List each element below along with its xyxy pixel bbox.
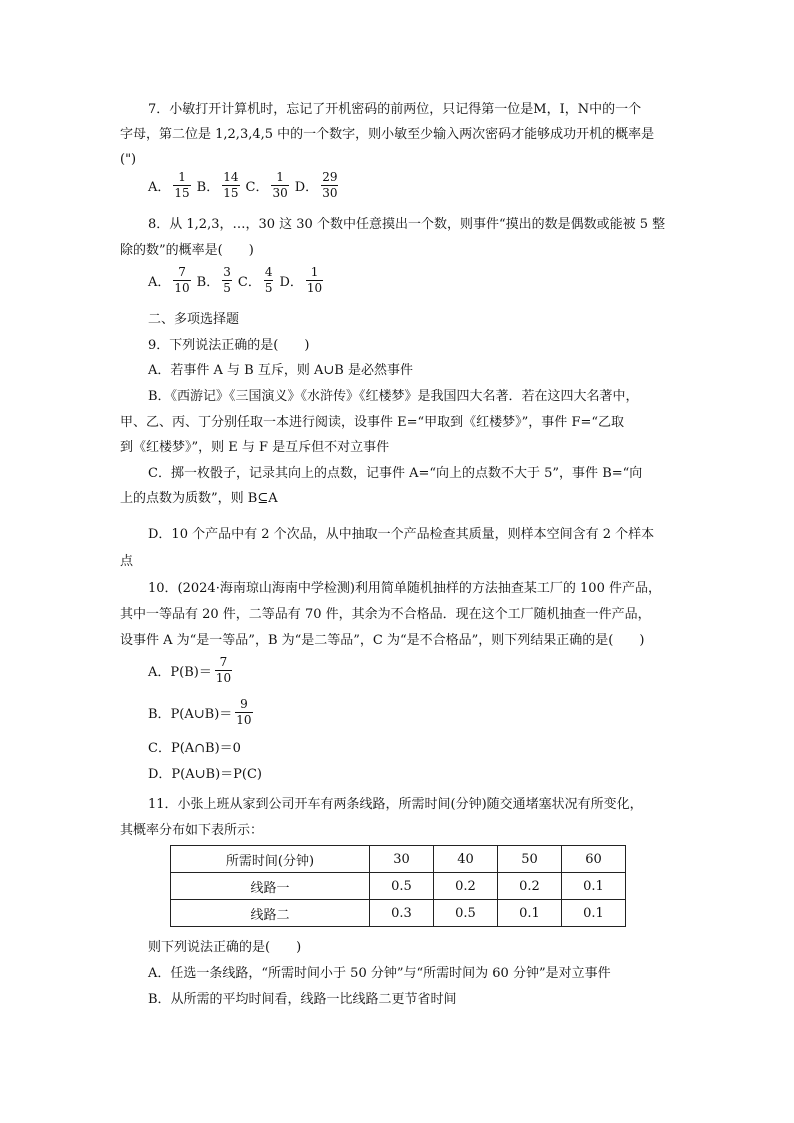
- expression: P(A∪B)＝: [170, 707, 233, 722]
- q10-line2: 其中一等品有 20 件，二等品有 70 件，其余为不合格品．现在这个工厂随机抽查一件产品，: [120, 607, 651, 622]
- fraction: [222, 170, 239, 201]
- option-label: B．: [148, 707, 171, 722]
- table-cell: 0.2: [498, 873, 562, 900]
- denominator: 30: [272, 186, 288, 200]
- q8-line2: 除的数”的概率是( ): [120, 243, 254, 258]
- q7-line2: 字母，第二位是 1,2,3,4,5 中的一个数字，则小敏至少输入两次密码才能够成功开机的概率是: [120, 127, 655, 142]
- q9-option-d-line2: 点: [120, 554, 134, 569]
- table-cell: 0.2: [434, 873, 498, 900]
- q11-line2: 其概率分布如下表所示：: [120, 823, 264, 838]
- option-label: B．: [196, 180, 220, 195]
- q9-option-c-line1: C．掷一枚骰子，记录其向上的点数，记事件 A=“向上的点数不大于 5”，事件 B=“向: [148, 466, 643, 481]
- q11-line1: 11．小张上班从家到公司开车有两条线路，所需时间(分钟)随交通堵塞状况有所变化，: [148, 797, 643, 812]
- q9-option-d-line1: D．10 个产品中有 2 个次品，从中抽取一个产品检查其质量，则样本空间含有 2 个样本: [148, 527, 655, 542]
- q9-option-a: A．若事件 A 与 B 互斥，则 A∪B 是必然事件: [148, 363, 413, 378]
- q8-option-c: [238, 265, 274, 296]
- q8-line1: 8．从 1,2,3，…，30 这 30 个数中任意摸出一个数，则事件“摸出的数是偶数或能被 5 整: [148, 217, 666, 232]
- table-cell: 0.5: [370, 873, 434, 900]
- denominator: 5: [264, 281, 273, 295]
- fraction: [222, 265, 232, 296]
- q7-option-d: [295, 170, 339, 201]
- denominator: 30: [322, 186, 338, 200]
- section-heading: 二、多项选择题: [148, 312, 240, 327]
- fraction: [215, 655, 232, 686]
- table-header-row: [171, 846, 626, 873]
- fraction: [173, 265, 190, 296]
- table-cell: 0.1: [498, 900, 562, 927]
- q10-option-d: D．P(A∪B)＝P(C): [148, 767, 262, 782]
- q11-option-a: A．任选一条线路，“所需时间小于 50 分钟”与“所需时间为 60 分钟”是对立事件: [148, 966, 611, 981]
- q7-line3: ("): [120, 152, 137, 167]
- option-label: A．: [148, 665, 171, 680]
- table-cell: 0.1: [562, 900, 626, 927]
- table-cell: 线路一: [171, 873, 370, 900]
- denominator: 10: [174, 281, 190, 295]
- table-header-cell: 40: [434, 846, 498, 873]
- table-header-cell: 30: [370, 846, 434, 873]
- q9-option-b-line1: B．《西游记》《三国演义》《水浒传》《红楼梦》是我国四大名著．若在这四大名著中，: [148, 389, 639, 404]
- q10-option-a: [148, 655, 232, 686]
- option-label: D．: [279, 275, 303, 290]
- q9-stem: 9．下列说法正确的是( ): [148, 338, 310, 353]
- denominator: 5: [223, 281, 231, 295]
- expression: P(B)＝: [170, 665, 212, 680]
- table-cell: 线路二: [171, 900, 370, 927]
- fraction: [264, 265, 274, 296]
- denominator: 10: [306, 281, 323, 295]
- q7-option-b: [197, 170, 240, 201]
- table-header-cell: 60: [562, 846, 626, 873]
- q11-stem: 则下列说法正确的是( ): [148, 940, 302, 955]
- option-label: D．: [294, 180, 319, 195]
- q9-option-c-line2: 上的点数为质数”，则 B⊆A: [120, 491, 278, 506]
- fraction: [306, 265, 323, 296]
- numerator: 1: [276, 170, 284, 184]
- denominator: 15: [174, 186, 190, 200]
- numerator: 1: [310, 265, 319, 279]
- q7-option-a: [148, 170, 191, 201]
- table-header-cell: 所需时间(分钟): [171, 846, 370, 873]
- numerator: 7: [219, 655, 228, 669]
- q7-line1: 7．小敏打开计算机时，忘记了开机密码的前两位，只记得第一位是M，I，N中的一个: [148, 102, 642, 117]
- q8-option-d: [279, 265, 323, 296]
- fraction: [235, 697, 252, 728]
- denominator: 10: [215, 671, 232, 685]
- q9-option-b-line2: 甲、乙、丙、丁分别任取一本进行阅读，设事件 E=“甲取到《红楼梦》”，事件 F=“乙取: [120, 415, 624, 430]
- q11-option-b: B．从所需的平均时间看，线路一比线路二更节省时间: [148, 992, 457, 1007]
- numerator: 29: [322, 170, 338, 184]
- q8-option-a: [148, 265, 191, 296]
- q7-option-c: [246, 170, 289, 201]
- numerator: 14: [223, 170, 239, 184]
- fraction: [173, 170, 190, 201]
- numerator: 3: [223, 265, 231, 279]
- table-cell: 0.1: [562, 873, 626, 900]
- probability-table: [170, 845, 626, 927]
- option-label: A．: [148, 180, 171, 195]
- option-label: C．: [237, 275, 261, 290]
- q7-options: [148, 170, 344, 201]
- q10-option-b: [148, 697, 253, 728]
- numerator: 4: [264, 265, 273, 279]
- table-row: [171, 873, 626, 900]
- table-cell: 0.5: [434, 900, 498, 927]
- table-row: [171, 900, 626, 927]
- q10-line3: 设事件 A 为“是一等品”，B 为“是二等品”，C 为“是不合格品”，则下列结果正确的是( ): [120, 633, 645, 648]
- numerator: 1: [178, 170, 186, 184]
- denominator: 15: [223, 186, 239, 200]
- numerator: 9: [240, 697, 248, 711]
- fraction: [321, 170, 338, 201]
- table-header-cell: 50: [498, 846, 562, 873]
- denominator: 10: [236, 713, 252, 727]
- option-label: B．: [196, 275, 220, 290]
- option-label: C．: [245, 180, 269, 195]
- q8-options: [148, 265, 329, 296]
- q10-option-c: C．P(A∩B)＝0: [148, 741, 241, 756]
- q10-line1: 10．(2024·海南琼山海南中学检测)利用简单随机抽样的方法抽查某工厂的 100 件产品，: [148, 581, 661, 596]
- q9-option-b-line3: 到《红楼梦》”，则 E 与 F 是互斥但不对立事件: [120, 440, 390, 455]
- fraction: [271, 170, 288, 201]
- option-label: A．: [148, 275, 171, 290]
- table-cell: 0.3: [370, 900, 434, 927]
- q8-option-b: [197, 265, 232, 296]
- numerator: 7: [178, 265, 186, 279]
